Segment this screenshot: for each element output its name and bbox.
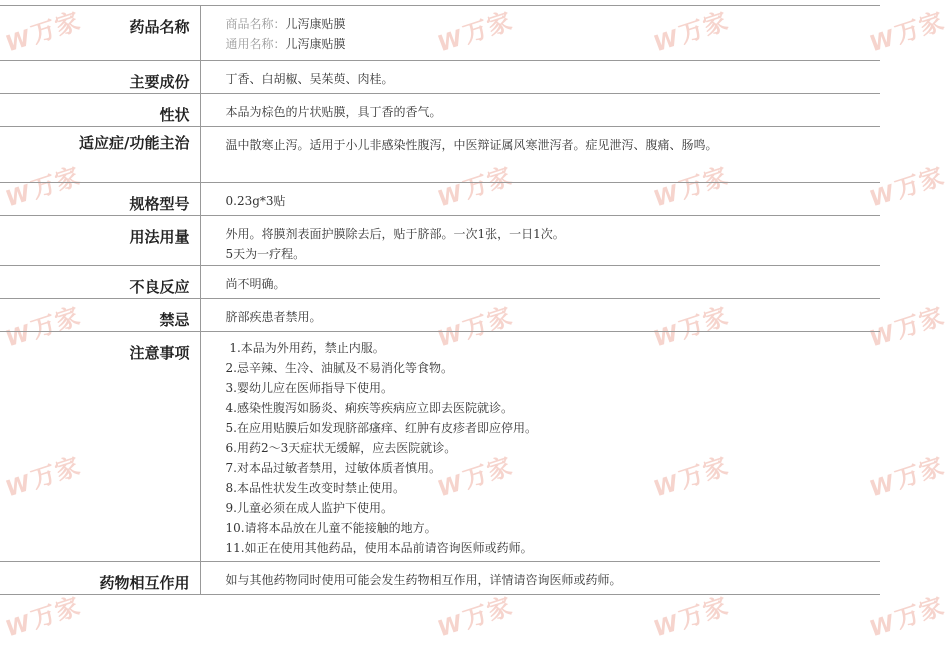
ingredients-label: 主要成份 [0, 61, 200, 94]
list-item: 1.本品为外用药，禁止内服。 [225, 341, 385, 355]
watermark-logo: W万家 [650, 451, 733, 503]
watermark-logo: W万家 [434, 161, 517, 213]
list-item: 6.用药2～3天症状无缓解，应去医院就诊。 [225, 441, 457, 455]
list-item: 9.儿童必须在成人监护下使用。 [225, 501, 393, 515]
list-item: 7.对本品过敏者禁用，过敏体质者慎用。 [225, 461, 441, 475]
row-indications [0, 127, 880, 183]
row-drug-name [0, 6, 880, 61]
watermark-logo: W万家 [650, 591, 733, 643]
generic-name-tag: 通用名称： [225, 37, 286, 51]
watermark-logo: W万家 [866, 161, 948, 213]
list-item: 8.本品性状发生改变时禁止使用。 [225, 481, 405, 495]
watermark-logo: W万家 [434, 6, 517, 58]
indications-value: 温中散寒止泻。适用于小儿非感染性腹泻，中医辩证属风寒泄泻者。症见泄泻、腹痛、肠鸣。 [225, 138, 718, 152]
trade-name-text: 儿泻康贴膜 [285, 17, 346, 31]
indications-cell [200, 127, 880, 183]
row-precautions [0, 332, 880, 562]
interactions-value: 如与其他药物同时使用可能会发生药物相互作用，详情请咨询医师或药师。 [200, 562, 880, 595]
adverse-reactions-label: 不良反应 [0, 266, 200, 299]
trade-name-line [226, 14, 881, 34]
watermark-logo: W万家 [866, 301, 948, 353]
drug-name-value [200, 6, 880, 61]
row-adverse-reactions [0, 266, 880, 299]
watermark-logo: W万家 [2, 451, 85, 503]
row-specification [0, 183, 880, 216]
dosage-value [200, 216, 880, 266]
drug-name-label: 药品名称 [0, 6, 200, 61]
watermark-logo: W万家 [2, 591, 85, 643]
watermark-logo: W万家 [650, 161, 733, 213]
contraindications-value: 脐部疾患者禁用。 [200, 299, 880, 332]
watermark-logo: W万家 [866, 6, 948, 58]
contraindications-label: 禁忌 [0, 299, 200, 332]
row-appearance [0, 94, 880, 127]
dosage-line: 外用。将膜剂表面护膜除去后，贴于脐部。一次1张，一日1次。 [225, 227, 565, 241]
drug-spec-table [0, 5, 880, 595]
list-item: 2.忌辛辣、生冷、油腻及不易消化等食物。 [225, 361, 453, 375]
list-item: 4.感染性腹泻如肠炎、痢疾等疾病应立即去医院就诊。 [225, 401, 513, 415]
watermark-logo: W万家 [2, 301, 85, 353]
specification-value: 0.23g*3贴 [200, 183, 880, 216]
list-item: 5.在应用贴膜后如发现脐部瘙痒、红肿有皮疹者即应停用。 [225, 421, 537, 435]
dosage-line: 5天为一疗程。 [225, 247, 306, 261]
watermark-logo: W万家 [650, 6, 733, 58]
precautions-list [226, 338, 881, 558]
watermark-logo: W万家 [2, 161, 85, 213]
precautions-label: 注意事项 [0, 332, 200, 562]
watermark-logo: W万家 [650, 301, 733, 353]
list-item: 11.如正在使用其他药品，使用本品前请咨询医师或药师。 [225, 541, 533, 555]
appearance-value: 本品为棕色的片状贴膜，具丁香的香气。 [200, 94, 880, 127]
watermark-logo: W万家 [434, 301, 517, 353]
interactions-label: 药物相互作用 [0, 562, 200, 595]
generic-name-text: 儿泻康贴膜 [285, 37, 346, 51]
specification-label: 规格型号 [0, 183, 200, 216]
precautions-value [200, 332, 880, 562]
watermark-logo: W万家 [434, 591, 517, 643]
row-interactions [0, 562, 880, 595]
watermark-logo: W万家 [866, 451, 948, 503]
row-dosage [0, 216, 880, 266]
watermark-logo: W万家 [866, 591, 948, 643]
appearance-label: 性状 [0, 94, 200, 127]
row-contraindications [0, 299, 880, 332]
indications-label: 适应症/功能主治 [0, 127, 200, 183]
row-ingredients [0, 61, 880, 94]
generic-name-line [226, 34, 881, 54]
list-item: 10.请将本品放在儿童不能接触的地方。 [225, 521, 437, 535]
watermark-logo: W万家 [434, 451, 517, 503]
list-item: 3.婴幼儿应在医师指导下使用。 [225, 381, 393, 395]
dosage-label: 用法用量 [0, 216, 200, 266]
watermark-logo: W万家 [2, 6, 85, 58]
adverse-reactions-value: 尚不明确。 [200, 266, 880, 299]
trade-name-tag: 商品名称： [225, 17, 286, 31]
ingredients-value: 丁香、白胡椒、吴茱萸、肉桂。 [200, 61, 880, 94]
